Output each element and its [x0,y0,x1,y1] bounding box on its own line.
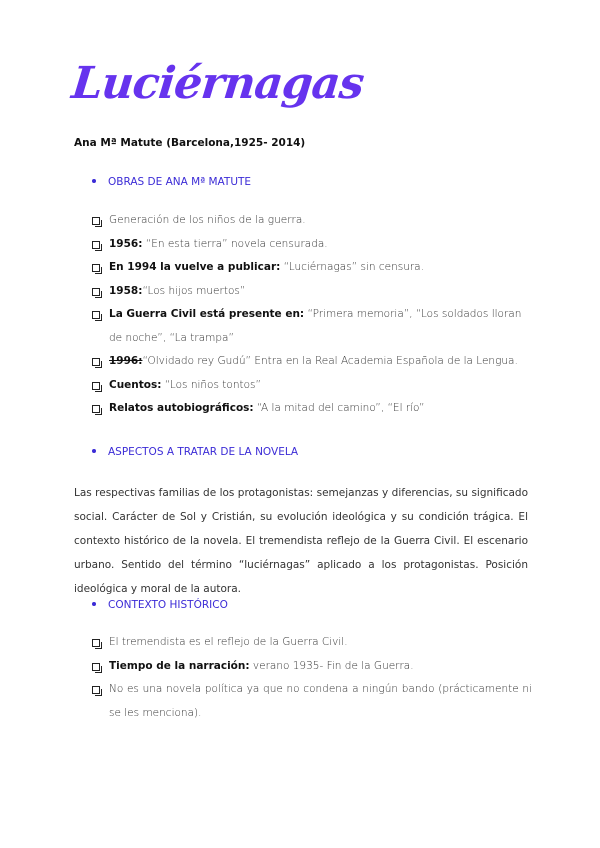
checkbox-bullet-icon [92,686,100,694]
checkbox-bullet-icon [92,311,100,319]
list-item: 1958:“Los hijos muertos” [92,280,532,304]
list-item: 1956: “En esta tierra” novela censurada. [92,233,532,257]
section-heading-aspectos: ASPECTOS A TRATAR DE LA NOVELA [92,446,298,458]
section-heading-contexto: CONTEXTO HISTÓRICO [92,599,228,611]
list-item: El tremendista es el reflejo de la Guerra Civil. [92,631,532,655]
author-subtitle: Ana Mª Matute (Barcelona,1925- 2014) [74,137,306,149]
list-item: Generación de los niños de la guerra. [92,209,532,233]
aspectos-paragraph: Las respectivas familias de los protagonistas: semejanzas y diferencias, su significado social. Carácter de Sol y Cristián, su evolución ideológica y su condición trágica. El contexto histórico de la novela. El tremendista reflejo de la Guerra Civil. El escenario urbano. Sentido del término “luciérnagas” aplicado a los protagonistas. Posición ideológica y moral de la autora. [74,487,528,595]
document-title: Luciérnagas [69,58,366,109]
checkbox-bullet-icon [92,405,100,413]
list-item: Tiempo de la narración: verano 1935- Fin de la Guerra. [92,655,532,679]
list-item: La Guerra Civil está presente en: “Primera memoria”, “Los soldados lloran de noche”, “La trampa” [92,303,532,350]
list-item: Relatos autobiográficos: “A la mitad del camino”, “El río” [92,397,532,421]
contexto-list [92,631,532,725]
checkbox-bullet-icon [92,382,100,390]
checkbox-bullet-icon [92,217,100,225]
checkbox-bullet-icon [92,663,100,671]
list-item: No es una novela política ya que no condena a ningún bando (prácticamente ni se les menciona). [92,678,532,725]
bullet-dot-icon [92,602,96,606]
list-item: 1996:“Olvidado rey Gudú” Entra en la Real Academia Española de la Lengua. [92,350,532,374]
checkbox-bullet-icon [92,639,100,647]
checkbox-bullet-icon [92,264,100,272]
checkbox-bullet-icon [92,241,100,249]
checkbox-bullet-icon [92,358,100,366]
list-item: En 1994 la vuelve a publicar: “Luciérnagas” sin censura. [92,256,532,280]
bullet-dot-icon [92,449,96,453]
section-heading-obras: OBRAS DE ANA Mª MATUTE [92,176,251,188]
bullet-dot-icon [92,179,96,183]
checkbox-bullet-icon [92,288,100,296]
list-item: Cuentos: “Los niños tontos” [92,374,532,398]
obras-list [92,209,532,421]
